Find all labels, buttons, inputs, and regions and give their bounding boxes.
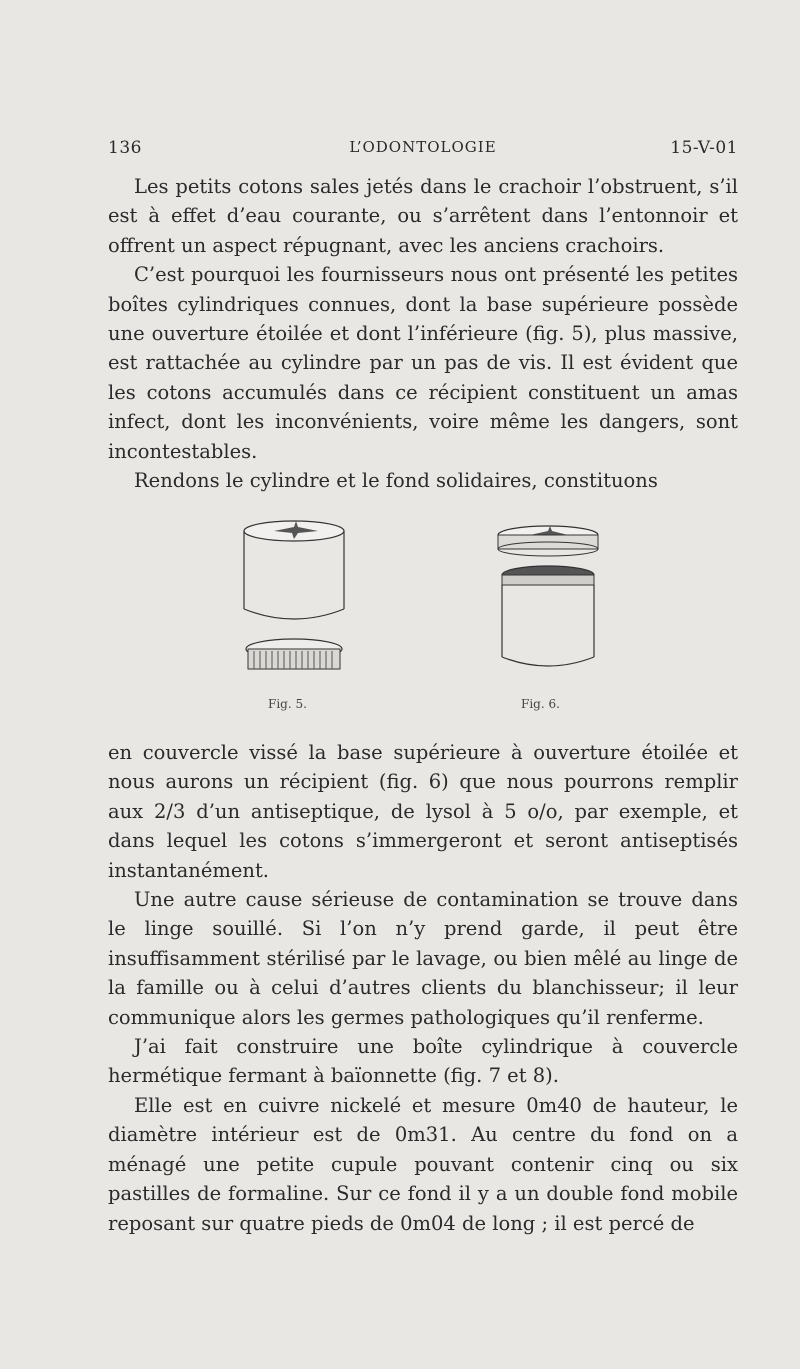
fig6-caption: Fig. 6. <box>521 697 560 711</box>
issue-date: 15-V-01 <box>670 138 738 158</box>
fig6-illustration <box>490 519 605 689</box>
paragraph: Rendons le cylindre et le fond solidaires, constituons <box>134 469 658 493</box>
paragraph: C’est pourquoi les fournisseurs nous ont présenté les petites boîtes cylindriques connues, dont la base supérieure possède une ouverture étoilée et dont l’inférieure (fig. 5), plus massive, est rattachée au cylindre par un pas de vis. Il est évident que les cotons accumulés dans ce récipient constituent un amas infect, dont les inconvénients, voire même les dangers, sont incontestables. <box>108 263 738 463</box>
paragraph: Elle est en cuivre nickelé et mesure 0m40 de hauteur, le diamètre intérieur est de 0m31. Au centre du fond on a ménagé une petite cupule pouvant contenir cinq ou six pastilles de formaline. Sur ce fond il y a un double fond mobile reposant sur quatre pieds de 0m04 de long ; il est percé de <box>108 1093 738 1235</box>
fig5-caption: Fig. 5. <box>268 697 307 711</box>
paragraph: J’ai fait construire une boîte cylindrique à couvercle hermétique fermant à baïonnette (fig. 7 et 8). <box>108 1035 738 1088</box>
paragraph-continued: en couvercle vissé la base supérieure à ouverture étoilée et nous aurons un récipient (fig. 6) que nous pourrons remplir aux 2/3 d’un antiseptique, de lysol à 5 o/o, par exemple, et dans lequel les cotons s’immergeront et seront antiseptisés instantanément. <box>108 741 738 882</box>
journal-title: L’ODONTOLOGIE <box>349 138 497 156</box>
paragraph: Les petits cotons sales jetés dans le crachoir l’obstruent, s’il est à effet d’eau courante, ou s’arrêtent dans l’entonnoir et offrent un aspect répugnant, avec les anciens crachoirs. <box>108 175 738 257</box>
page-number: 136 <box>108 138 142 158</box>
running-header <box>108 138 738 166</box>
fig5-illustration <box>236 509 351 689</box>
paragraph: Une autre cause sérieuse de contamination se trouve dans le linge souillé. Si l’on n’y prend garde, il peut être insuffisamment stérilisé par le lavage, ou bien mêlé au linge de la famille ou à celui d’autres clients du blanchisseur; il leur communique alors les germes pathologiques qu’il renferme. <box>108 888 738 1029</box>
text-block-bottom <box>108 738 738 1238</box>
figures-area <box>0 505 800 725</box>
text-block-top <box>108 172 738 495</box>
